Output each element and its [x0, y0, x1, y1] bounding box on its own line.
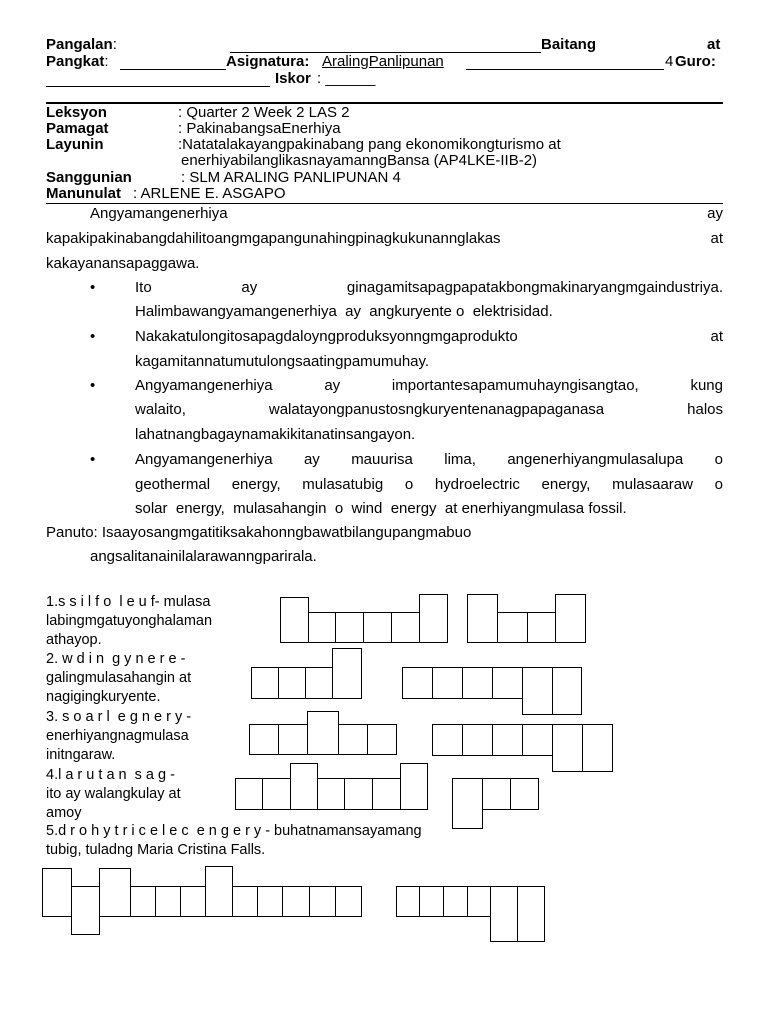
letter-box[interactable] — [317, 778, 345, 810]
letter-box[interactable] — [205, 866, 233, 917]
letter-box[interactable] — [419, 886, 444, 917]
intro-line-2: kapakipakinabangdahilitoangmgapangunahingpinagkukunannglakas at — [46, 230, 723, 247]
asignatura-value: AralingPanlipunan — [322, 53, 444, 70]
letter-box[interactable] — [278, 667, 306, 699]
letter-box[interactable] — [552, 667, 582, 715]
header-divider — [46, 102, 723, 104]
item-5-text: 5.d r o h y t r i c e l e c e n g e r y - buhatnamansayamang tubig, tuladng Maria Cristina Falls. — [46, 823, 422, 858]
layunin-value-1: :Natatalakayangpakinabang pang ekonomikongturismo at — [178, 136, 561, 153]
letter-box[interactable] — [467, 594, 498, 643]
name-label: Pangalan: — [46, 36, 117, 53]
instructions-line-2: angsalitanainilalarawanngparirala. — [90, 548, 317, 565]
letter-box[interactable] — [555, 594, 586, 643]
guro-blank-line[interactable] — [46, 86, 270, 87]
sanggunian-label: Sanggunian — [46, 169, 132, 186]
bullet-icon: • — [90, 328, 96, 345]
bullet-2-line-1: Nakakatulongitosapagdaloyngproduksyonngmgaprodukto at — [135, 328, 723, 345]
layunin-label: Layunin — [46, 136, 104, 153]
letter-box[interactable] — [510, 778, 539, 810]
letter-box[interactable] — [467, 886, 491, 917]
info-divider — [46, 203, 723, 204]
item-3-text: 3. s o a r l e g n e r y - enerhiyangnagmulasa initngaraw. — [46, 709, 192, 763]
bullet-3-line-3: lahatnangbagaynamakikitanatinsangayon. — [135, 426, 416, 443]
grade-value: 4 — [665, 53, 674, 70]
letter-box[interactable] — [307, 711, 339, 755]
letter-box[interactable] — [400, 763, 428, 810]
letter-box[interactable] — [522, 667, 553, 715]
bullet-icon: • — [90, 377, 96, 394]
letter-box[interactable] — [42, 868, 72, 917]
letter-box[interactable] — [344, 778, 373, 810]
pamagat-label: Pamagat — [46, 120, 109, 137]
letter-box[interactable] — [490, 886, 518, 942]
letter-box[interactable] — [235, 778, 263, 810]
bullet-3-line-1: Angyamangenerhiya ay importantesapamumuhayngisangtao, kung — [135, 377, 723, 394]
letter-box[interactable] — [517, 886, 545, 942]
bullet-icon: • — [90, 279, 96, 296]
bullet-3-line-2: walaito, walatayongpanustosngkuryentenanagpapaganasa halos — [135, 401, 723, 418]
letter-box[interactable] — [391, 612, 420, 643]
letter-box[interactable] — [482, 778, 511, 810]
instructions-line-1: Panuto: Isaayosangmgatitiksakahonngbawatbilangupangmabuo — [46, 524, 472, 541]
letter-box[interactable] — [290, 763, 318, 810]
letter-box[interactable] — [462, 667, 493, 699]
letter-box[interactable] — [462, 724, 493, 756]
letter-box[interactable] — [130, 886, 156, 917]
letter-box[interactable] — [335, 612, 364, 643]
iskor-label: Iskor — [275, 70, 311, 87]
letter-box[interactable] — [262, 778, 291, 810]
pangkat-label: Pangkat: — [46, 53, 109, 70]
letter-box[interactable] — [278, 724, 308, 755]
letter-box[interactable] — [367, 724, 397, 755]
bullet-4-line-2: geothermal energy, mulasatubig o hydroelectric energy, mulasaaraw o — [135, 476, 723, 493]
letter-box[interactable] — [308, 612, 336, 643]
letter-box[interactable] — [155, 886, 181, 917]
letter-box[interactable] — [402, 667, 433, 699]
letter-box[interactable] — [305, 667, 333, 699]
letter-box[interactable] — [280, 597, 309, 643]
letter-box[interactable] — [522, 724, 553, 756]
letter-box[interactable] — [335, 886, 362, 917]
pamagat-value: : PakinabangsaEnerhiya — [178, 120, 341, 137]
bullet-4-line-3: solar energy, mulasahangin o wind energy at enerhiyangmulasa fossil. — [135, 500, 627, 517]
at-word: at — [707, 36, 721, 53]
letter-box[interactable] — [432, 724, 463, 756]
guro-label: Guro: — [675, 53, 716, 70]
letter-box[interactable] — [282, 886, 310, 917]
intro-line-1: Angyamangenerhiya ay — [90, 205, 723, 222]
letter-box[interactable] — [492, 667, 523, 699]
letter-box[interactable] — [338, 724, 368, 755]
item-4-text: 4.l a r u t a n s a g - ito ay walangkulay at amoy — [46, 767, 181, 821]
iskor-blank[interactable]: : ______ — [317, 70, 376, 87]
bullet-2-line-2: kagamitannatumutulongsaatingpamumuhay. — [135, 353, 430, 370]
letter-box[interactable] — [419, 594, 448, 643]
letter-box[interactable] — [396, 886, 420, 917]
letter-box[interactable] — [232, 886, 258, 917]
leksyon-label: Leksyon — [46, 104, 107, 121]
item-2-text: 2. w d i n g y n e r e - galingmulasahangin at nagigingkuryente. — [46, 651, 192, 705]
bullet-4-line-1: Angyamangenerhiya ay mauurisa lima, angenerhiyangmulasalupa o — [135, 451, 723, 468]
letter-box[interactable] — [497, 612, 528, 643]
intro-line-3: kakayanansapaggawa. — [46, 255, 200, 272]
manunulat-label: Manunulat — [46, 185, 121, 202]
asignatura-underline — [466, 69, 664, 70]
letter-box[interactable] — [363, 612, 392, 643]
letter-box[interactable] — [251, 667, 279, 699]
letter-box[interactable] — [332, 648, 362, 699]
baitang-label: Baitang — [541, 36, 597, 53]
letter-box[interactable] — [582, 724, 613, 772]
layunin-value-2: enerhiyabilanglikasnayamanngBansa (AP4LKE-IIB-2) — [181, 152, 538, 169]
item-1-text: 1.s s i l f o l e u f- mulasa labingmgatuyonghalaman athayop. — [46, 594, 213, 648]
leksyon-value: : Quarter 2 Week 2 LAS 2 — [178, 104, 350, 121]
pangkat-blank-line[interactable] — [120, 69, 226, 70]
letter-box[interactable] — [527, 612, 556, 643]
letter-box[interactable] — [552, 724, 583, 772]
asignatura-label: Asignatura: — [226, 53, 310, 70]
bullet-1-line-1: Ito ay ginagamitsapagpapatakbongmakinaryangmgaindustriya. — [135, 279, 723, 296]
letter-box[interactable] — [443, 886, 468, 917]
letter-box[interactable] — [71, 886, 100, 935]
sanggunian-value: : SLM ARALING PANLIPUNAN 4 — [181, 169, 401, 186]
letter-box[interactable] — [249, 724, 279, 755]
manunulat-value: : ARLENE E. ASGAPO — [133, 185, 286, 202]
letter-box[interactable] — [372, 778, 401, 810]
letter-box[interactable] — [99, 868, 131, 917]
letter-box[interactable] — [257, 886, 283, 917]
letter-box[interactable] — [452, 778, 483, 829]
letter-box[interactable] — [180, 886, 206, 917]
bullet-icon: • — [90, 451, 96, 468]
bullet-1-line-2: Halimbawangyamangenerhiya ay angkuryente o elektrisidad. — [135, 303, 553, 320]
letter-box[interactable] — [432, 667, 463, 699]
letter-box[interactable] — [492, 724, 523, 756]
letter-box[interactable] — [309, 886, 336, 917]
